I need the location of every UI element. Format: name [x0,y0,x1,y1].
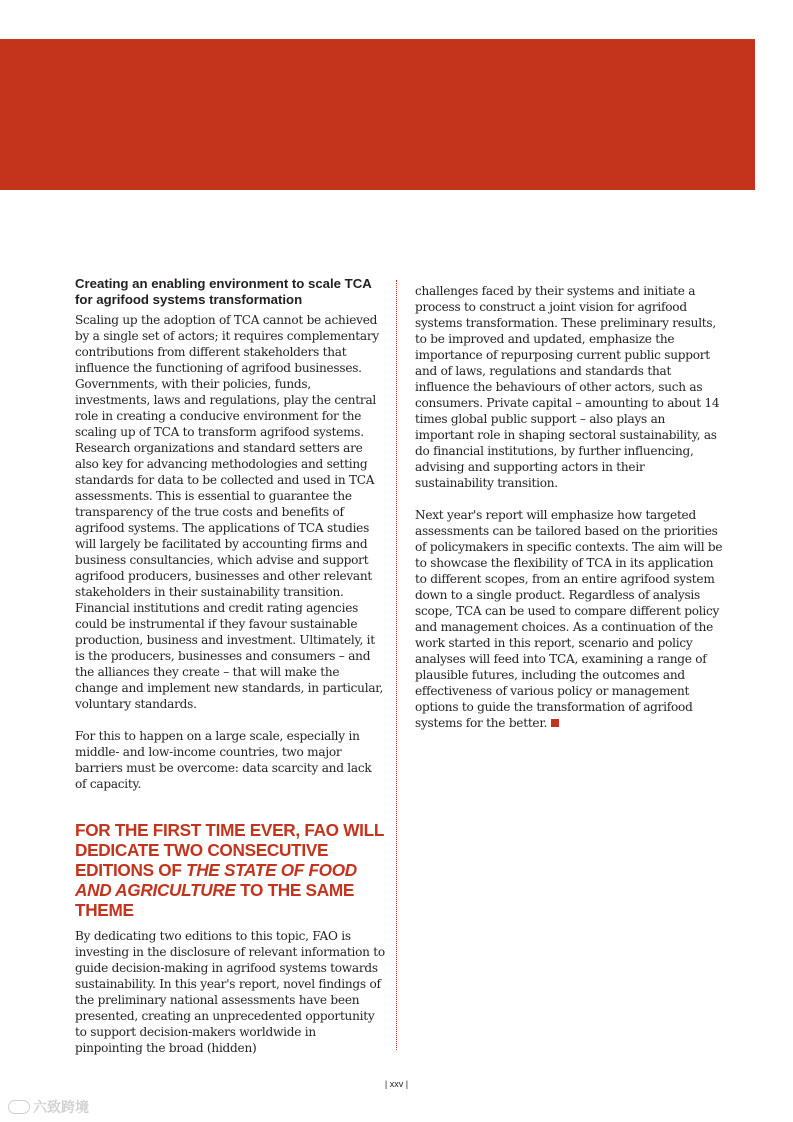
watermark-logo-icon [8,1100,30,1114]
left-column [75,276,385,1056]
end-of-article-icon [551,719,559,727]
left-paragraph-3: By dedicating two editions to this topic, FAO is investing in the disclosure of relevant information to guide decision-making in agrifood systems towards sustainability. In this year's report, novel findings of the preliminary national assessments have been presented, creating an unprecedented opportunity to support decision-makers worldwide in pinpointing the broad (hidden) [75,929,385,1055]
right-column [415,283,725,731]
watermark-text: 六致跨境 [33,1100,89,1116]
callout-part-2: TO THE SAME THEME [75,880,355,920]
header-banner [0,39,755,190]
right-paragraph-1: challenges faced by their systems and initiate a process to construct a joint vision for agrifood systems transformation. These preliminary results, to be improved and updated, emphasize the importance of repurposing current public support and of laws, regulations and standards that influence the behaviours of other actors, such as consumers. Private capital – amounting to about 14 times global public support – also plays an important role in shaping sectoral sustainability, as do financial institutions, by further influencing, advising and supporting actors in their sustainability transition. [415,284,720,490]
right-paragraph-2 [415,507,725,731]
watermark [8,1097,89,1117]
right-paragraph-2-text: Next year's report will emphasize how targeted assessments can be tailored based on the priorities of policymakers in specific contexts. The aim will be to showcase the flexibility of TCA in its application to different scopes, from an entire agrifood system down to a single product. Regardless of analysis scope, TCA can be used to compare different policy and management choices. As a continuation of the work started in this report, scenario and policy analyses will feed into TCA, examining a range of plausible futures, including the outcomes and effectiveness of various policy or management options to guide the transformation of agrifood systems for the better. [415,508,723,730]
callout-part-1: FOR THE FIRST TIME EVER, FAO WILL DEDICATE TWO CONSECUTIVE EDITIONS OF [75,820,384,880]
callout-publication-title: THE STATE OF FOOD AND AGRICULTURE [75,860,357,900]
callout-heading [75,820,385,920]
left-paragraph-2: For this to happen on a large scale, especially in middle- and low-income countries, two major barriers must be overcome: data scarcity and lack of capacity. [75,729,372,791]
page-number: | xxv | [384,1079,409,1089]
left-paragraph-1: Scaling up the adoption of TCA cannot be achieved by a single set of actors; it requires complementary contributions from different stakeholders that influence the functioning of agrifood businesses. Governments, with their policies, funds, investments, laws and regulations, play the central role in creating a conducive environment for the scaling up of TCA to transform agrifood systems. Research organizations and standard setters are also key for advancing methodologies and setting standards for data to be collected and used in TCA assessments. This is essential to guarantee the transparency of the true costs and benefits of agrifood systems. The applications of TCA studies will largely be facilitated by accounting firms and business consultancies, which advise and support agrifood producers, businesses and other relevant stakeholders in their sustainability transition. Financial institutions and credit rating agencies could be instrumental if they favour sustainable production, business and investment. Ultimately, it is the producers, businesses and consumers – and the alliances they create – that will make the change and implement new standards, in particular, voluntary standards. [75,313,384,711]
section-heading: Creating an enabling environment to scale TCA for agrifood systems transformation [75,276,372,307]
column-divider [396,280,397,1050]
